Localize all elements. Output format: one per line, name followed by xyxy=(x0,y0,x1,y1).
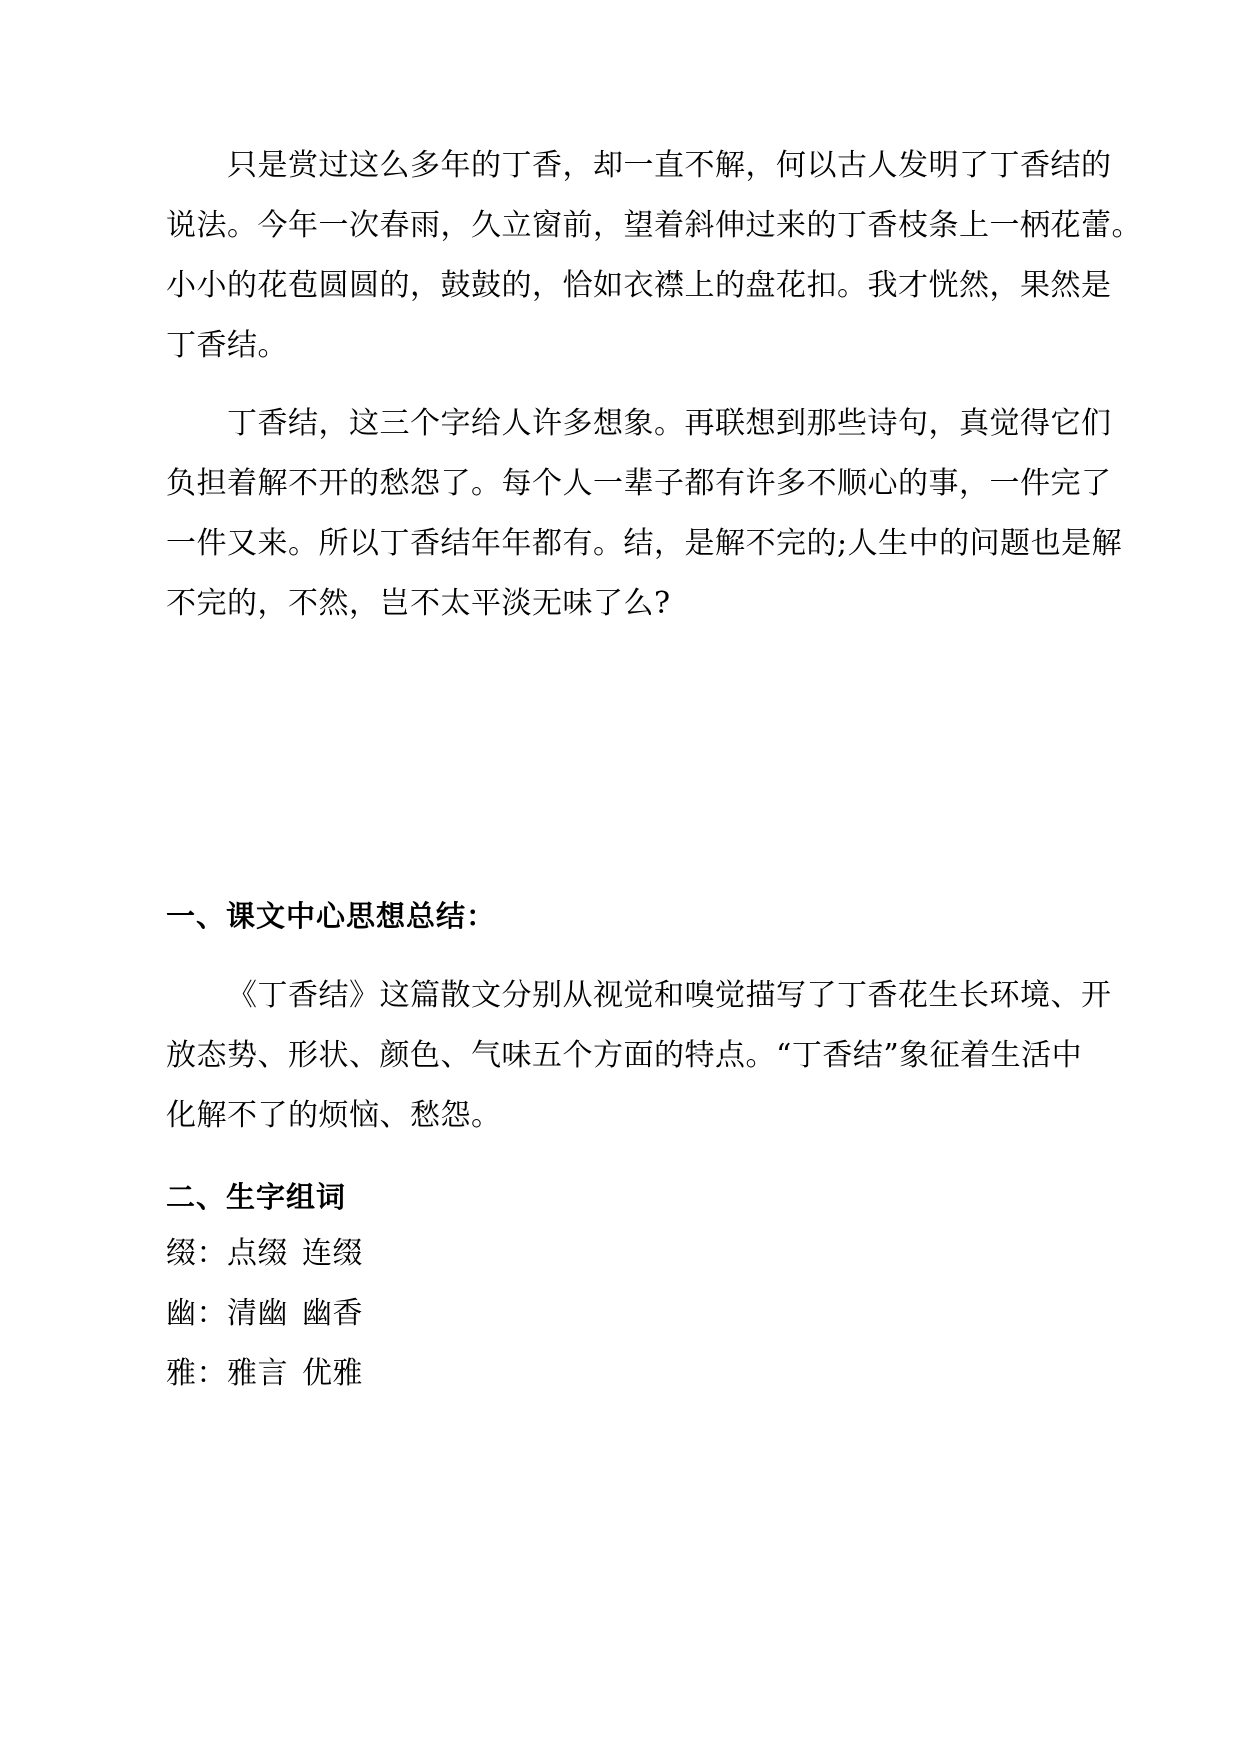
vocab-row xyxy=(166,1354,363,1394)
paragraph2-line4: 不完的，不然，岂不太平淡无味了么? xyxy=(166,586,671,621)
vocab-word: 幽香 xyxy=(302,1296,363,1331)
paragraph1-line4: 丁香结。 xyxy=(166,328,288,363)
paragraph2-line2: 负担着解不开的愁怨了。每个人一辈子都有许多不顺心的事，一件完了 xyxy=(166,466,1112,501)
section1-line3: 化解不了的烦恼、愁怨。 xyxy=(166,1098,502,1133)
vocab-word: 清幽 xyxy=(227,1296,288,1331)
vocab-word: 优雅 xyxy=(302,1356,363,1391)
section1-line1: 《丁香结》这篇散文分别从视觉和嗅觉描写了丁香花生长环境、开 xyxy=(227,978,1112,1013)
paragraph1-line3: 小小的花苞圆圆的，鼓鼓的，恰如衣襟上的盘花扣。我才恍然，果然是 xyxy=(166,268,1112,303)
vocab-word: 雅言 xyxy=(227,1356,288,1391)
vocab-word: 连缀 xyxy=(302,1236,363,1271)
vocab-row xyxy=(166,1294,363,1334)
paragraph1-line1: 只是赏过这么多年的丁香，却一直不解，何以古人发明了丁香结的 xyxy=(227,148,1112,183)
paragraph2-line3: 一件又来。所以丁香结年年都有。结，是解不完的;人生中的问题也是解 xyxy=(166,526,1123,561)
vocab-char: 缀： xyxy=(166,1236,227,1271)
vocab-char: 幽： xyxy=(166,1296,227,1331)
section1-line2: 放态势、形状、颜色、气味五个方面的特点。“丁香结”象征着生活中 xyxy=(166,1038,1083,1073)
vocab-word: 点缀 xyxy=(227,1236,288,1271)
paragraph1-line2: 说法。今年一次春雨，久立窗前，望着斜伸过来的丁香枝条上一柄花蕾。 xyxy=(166,208,1142,243)
vocab-row xyxy=(166,1234,363,1274)
vocab-char: 雅： xyxy=(166,1356,227,1391)
paragraph2-line1: 丁香结，这三个字给人许多想象。再联想到那些诗句，真觉得它们 xyxy=(227,406,1112,441)
section1-heading: 一、课文中心思想总结： xyxy=(166,899,497,933)
section2-heading: 二、生字组词 xyxy=(166,1180,347,1214)
